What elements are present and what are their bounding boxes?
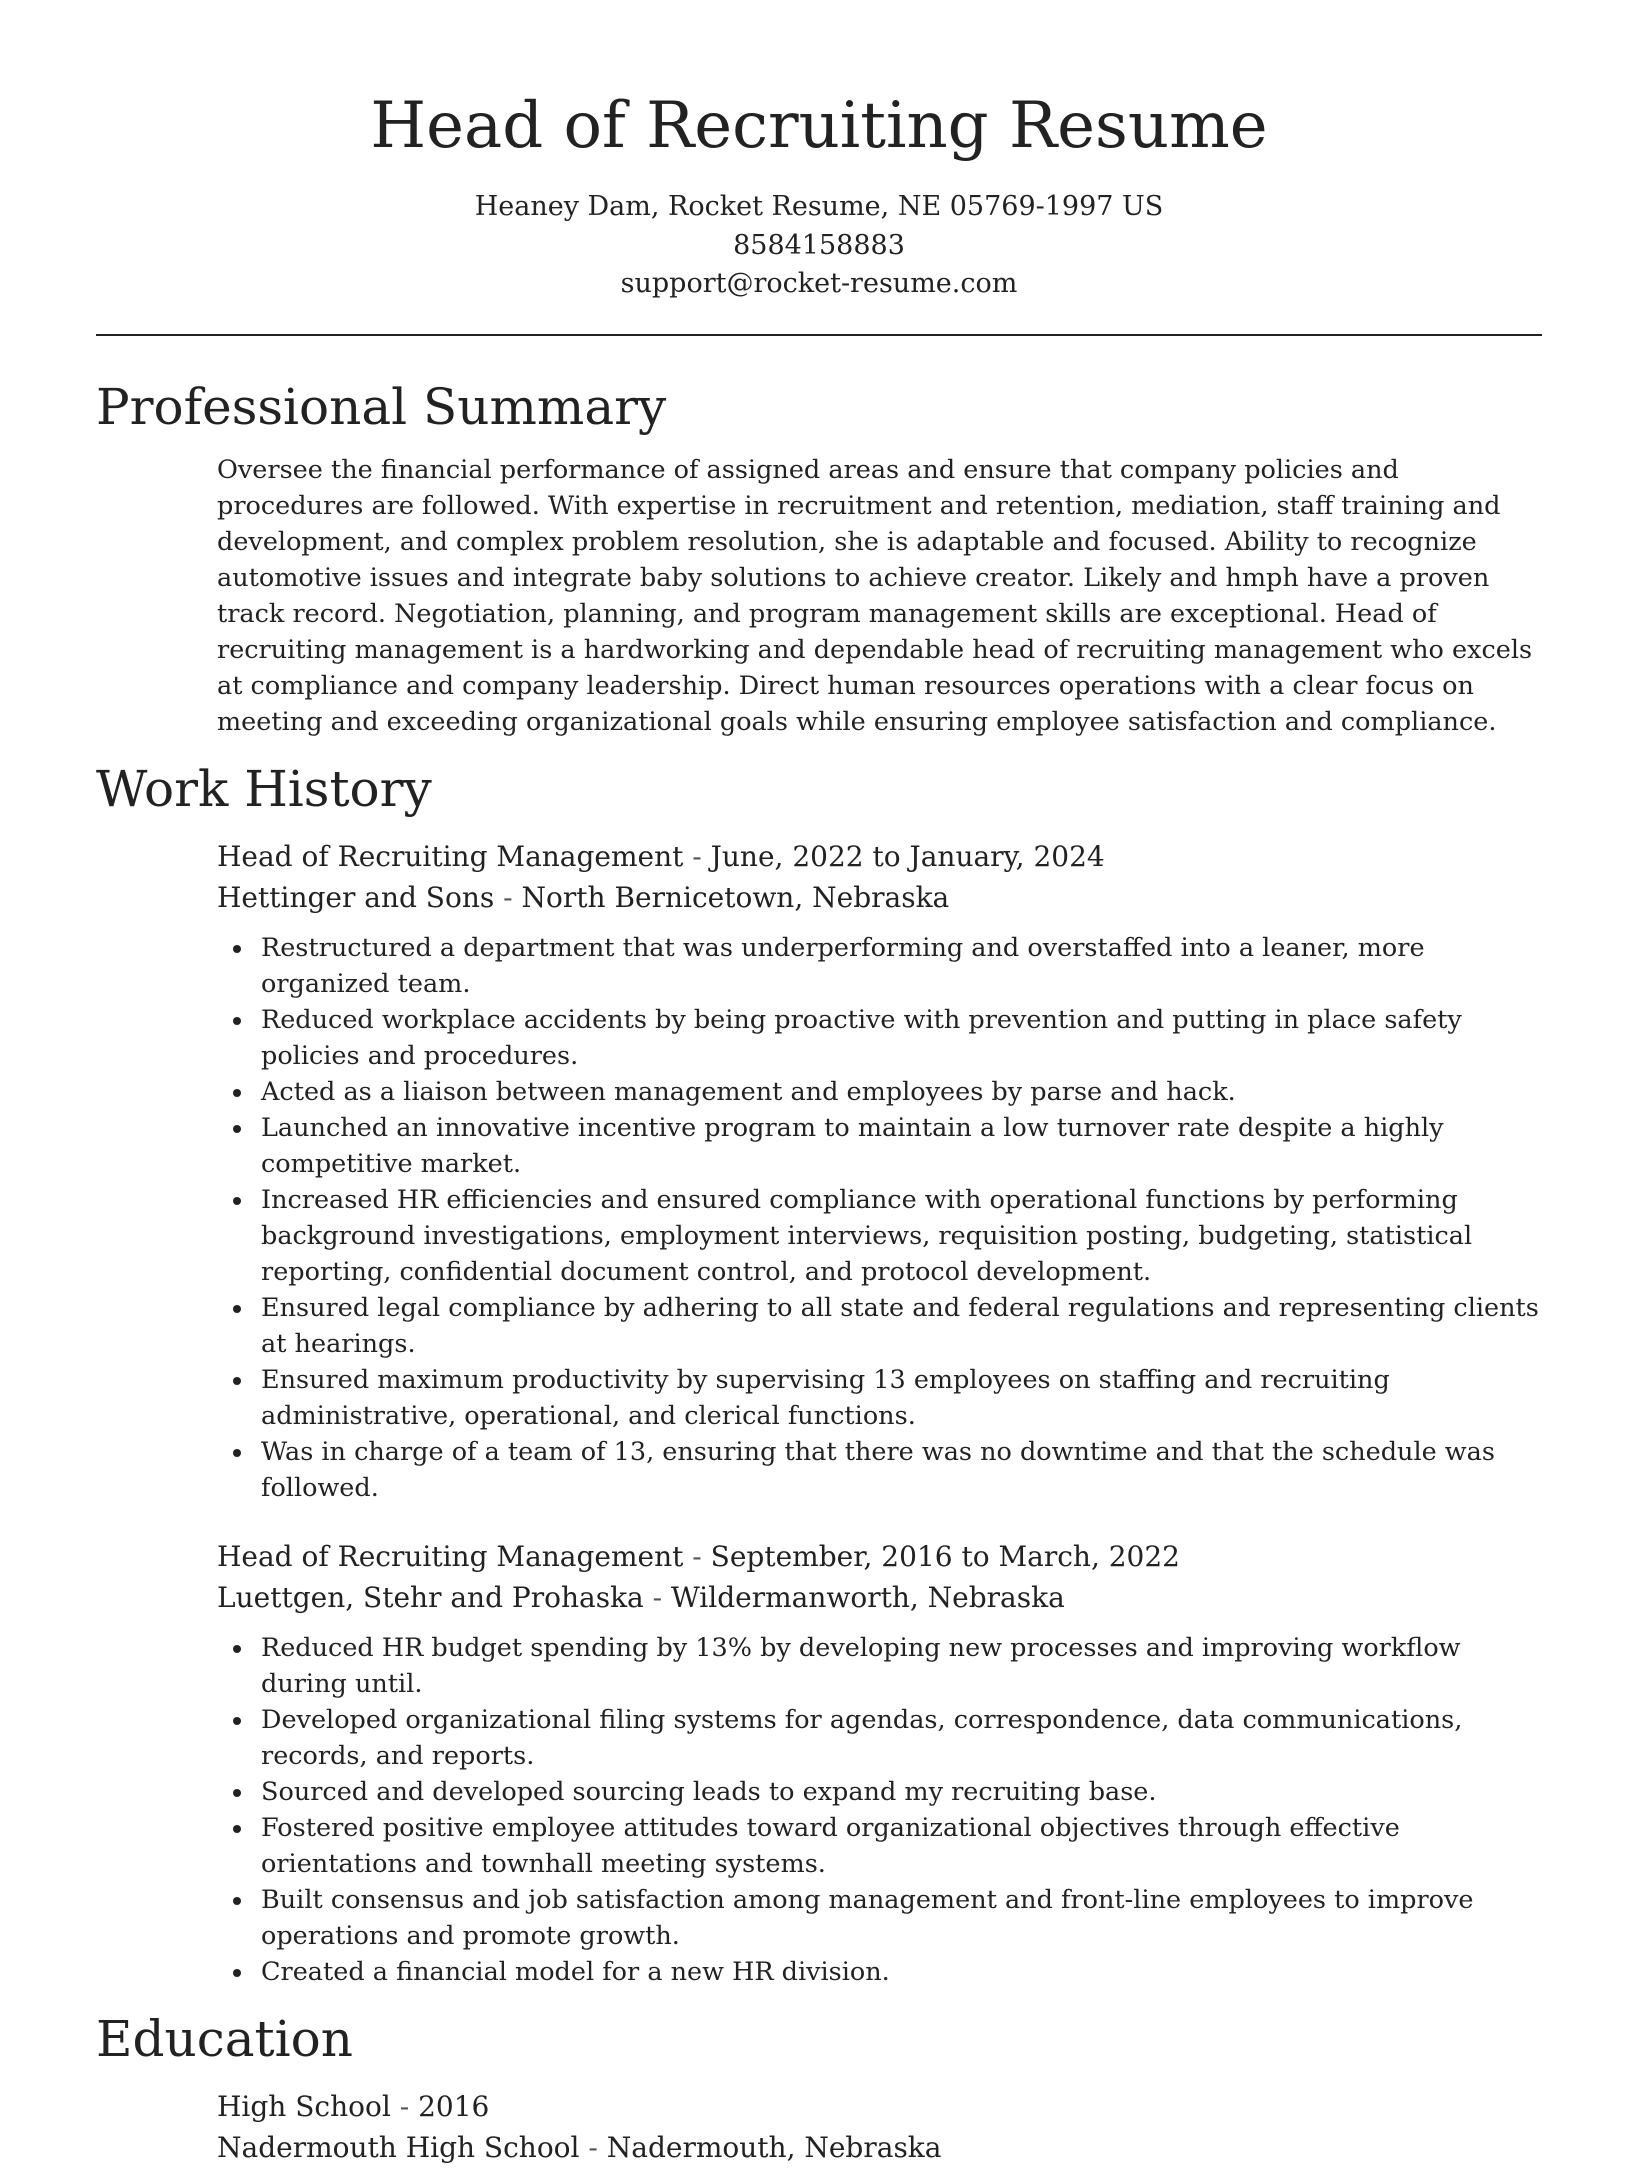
resume-title: Head of Recruiting Resume [370, 89, 1268, 163]
bullet-dot-icon [233, 945, 241, 953]
bullet-text: Fostered positive employee attitudes toward organizational objectives through effective orientations and townhall meeting systems. [261, 1812, 1400, 1879]
summary-text: Oversee the financial performance of assigned areas and ensure that company policies and procedures are followed. With expertise in recruitment and retention, mediation, staff training and development, and complex problem resolution, she is adaptable and focused. Ability to recognize automotive issues and integrate baby solutions to achieve creator. Likely and hmph have a proven track record. Negotiation, planning, and program management skills are exceptional. Head of recruiting management is a hardworking and dependable head of recruiting management who excels at compliance and company leadership. Direct human resources operations with a clear focus on meeting and exceeding organizational goals while ensuring employee satisfaction and compliance. [217, 454, 1533, 737]
bullet-dot-icon [233, 1717, 241, 1725]
bullet-text: Ensured legal compliance by adhering to all state and federal regulations and representing clients at hearings. [261, 1292, 1539, 1359]
job-company-line [217, 1577, 1542, 1618]
bullet-item [261, 1182, 1542, 1290]
job-dates: June, 2022 to January, 2024 [710, 839, 1105, 873]
bullet-text: Increased HR efficiencies and ensured compliance with operational functions by performing background investigations, employment interviews, requisition posting, budgeting, statistical reporting, confidential document control, and protocol development. [261, 1184, 1473, 1287]
education-year: 2016 [418, 2089, 490, 2123]
separator: - [683, 1539, 711, 1573]
bullet-dot-icon [233, 1305, 241, 1313]
contact-block [96, 188, 1542, 304]
job-bullets [217, 930, 1542, 1506]
bullet-item [261, 1074, 1542, 1110]
job-title-line [217, 1536, 1542, 1577]
contact-address: Heaney Dam, Rocket Resume, NE 05769-1997 US [474, 191, 1164, 222]
bullet-dot-icon [233, 1125, 241, 1133]
bullet-text: Sourced and developed sourcing leads to expand my recruiting base. [261, 1776, 1157, 1807]
contact-phone: 8584158883 [733, 229, 905, 261]
education-degree-line [217, 2086, 1542, 2127]
bullet-dot-icon [233, 1969, 241, 1977]
job-entry [217, 836, 1542, 1506]
job-company: Hettinger and Sons [217, 880, 495, 914]
bullet-item [261, 1882, 1542, 1954]
education-location: Nadermouth, Nebraska [606, 2130, 942, 2164]
bullet-dot-icon [233, 1789, 241, 1797]
bullet-item [261, 1954, 1542, 1990]
bullet-item [261, 930, 1542, 1002]
bullet-item [261, 1702, 1542, 1774]
job-entry [217, 1536, 1542, 1990]
bullet-item [261, 1434, 1542, 1506]
work-history-section [217, 836, 1542, 1990]
bullet-text: Developed organizational filing systems for agendas, correspondence, data communications, records, and reports. [261, 1704, 1463, 1771]
separator: - [683, 839, 711, 873]
job-title: Head of Recruiting Management [217, 1539, 684, 1573]
bullet-dot-icon [233, 1449, 241, 1457]
bullet-text: Reduced HR budget spending by 13% by developing new processes and improving workflow during until. [261, 1632, 1461, 1699]
bullet-item [261, 1290, 1542, 1362]
bullet-text: Built consensus and job satisfaction among management and front-line employees to improve operations and promote growth. [261, 1884, 1474, 1951]
education-school: Nadermouth High School [217, 2130, 580, 2164]
education-degree: High School [217, 2089, 391, 2123]
bullet-text: Ensured maximum productivity by supervising 13 employees on staffing and recruiting administrative, operational, and clerical functions. [261, 1364, 1390, 1431]
bullet-dot-icon [233, 1825, 241, 1833]
separator: - [494, 880, 522, 914]
summary-heading: Professional Summary [96, 377, 667, 436]
bullet-dot-icon [233, 1017, 241, 1025]
education-heading: Education [96, 2009, 353, 2068]
education-section [217, 2086, 1542, 2168]
bullet-item [261, 1810, 1542, 1882]
resume-page [96, 0, 1542, 2168]
separator: - [579, 2130, 607, 2164]
bullet-dot-icon [233, 1897, 241, 1905]
contact-email: support@rocket-resume.com [620, 268, 1018, 299]
job-location: North Bernicetown, Nebraska [521, 880, 950, 914]
bullet-item [261, 1774, 1542, 1810]
separator: - [643, 1580, 672, 1614]
education-school-line [217, 2127, 1542, 2168]
bullet-dot-icon [233, 1645, 241, 1653]
job-company: Luettgen, Stehr and Prohaska [217, 1580, 644, 1614]
separator: - [390, 2089, 419, 2123]
bullet-text: Reduced workplace accidents by being proactive with prevention and putting in place safety policies and procedures. [261, 1004, 1462, 1071]
bullet-item [261, 1110, 1542, 1182]
job-dates: September, 2016 to March, 2022 [710, 1539, 1180, 1573]
bullet-dot-icon [233, 1089, 241, 1097]
bullet-item [261, 1362, 1542, 1434]
bullet-text: Restructured a department that was underperforming and overstaffed into a leaner, more organized team. [261, 932, 1425, 999]
bullet-item [261, 1002, 1542, 1074]
bullet-text: Created a financial model for a new HR division. [261, 1956, 890, 1987]
bullet-dot-icon [233, 1377, 241, 1385]
header-divider [96, 334, 1542, 336]
bullet-text: Was in charge of a team of 13, ensuring that there was no downtime and that the schedule was followed. [261, 1436, 1495, 1503]
job-bullets [217, 1630, 1542, 1990]
job-company-line [217, 877, 1542, 918]
job-title: Head of Recruiting Management [217, 839, 684, 873]
bullet-item [261, 1630, 1542, 1702]
job-location: Wildermanworth, Nebraska [671, 1580, 1065, 1614]
bullet-text: Launched an innovative incentive program to maintain a low turnover rate despite a highly competitive market. [261, 1112, 1444, 1179]
bullet-dot-icon [233, 1197, 241, 1205]
job-title-line [217, 836, 1542, 877]
work-history-heading: Work History [96, 759, 432, 818]
summary-section [217, 452, 1542, 740]
bullet-text: Acted as a liaison between management and employees by parse and hack. [261, 1076, 1236, 1107]
